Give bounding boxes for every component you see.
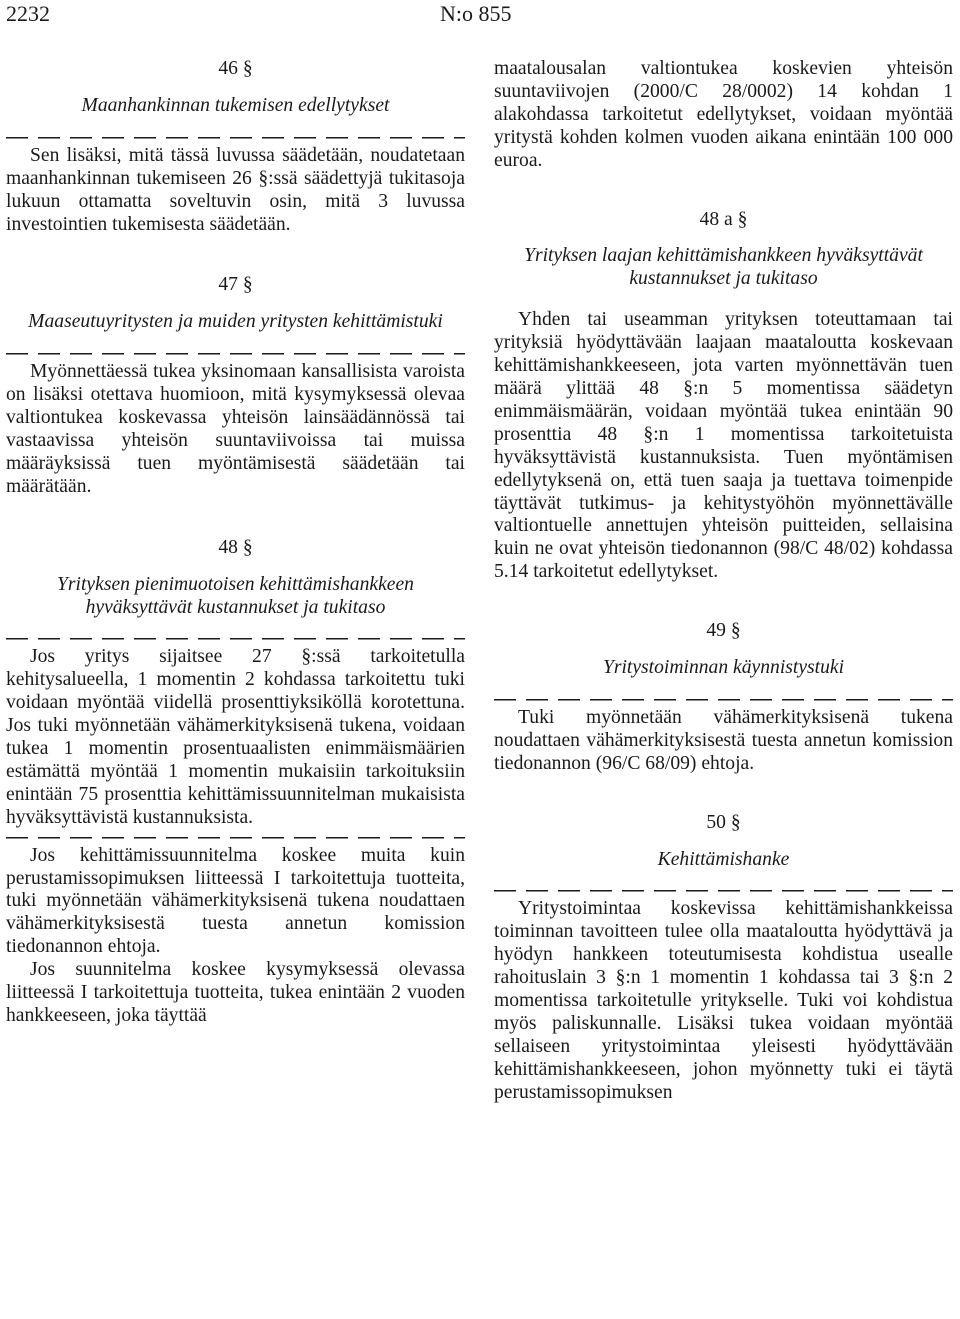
section-number: 49 § — [706, 620, 741, 642]
section-number: 50 § — [706, 811, 741, 833]
section-paragraph: Jos yritys sijaitsee 27 §:ssä tarkoitetulla kehitysalueella, 1 momentin 2 kohdassa tarkoitettu tuki voidaan myöntää viidellä prosenttiyksiköllä korotettuna. Jos tuki myönnetään vähämerkityksisenä tukena, voidaan tukea 1 momentin prosentuaalisten enimmäismäärien estämättä myöntää 1 momentin mukaisiin tarkoituksiin enintään 75 prosenttia kehittämissuunnitelman mukaisista hyväksyttävistä kustannuksista. — [6, 646, 465, 828]
section-title: Yritystoiminnan käynnistystuki — [602, 657, 845, 679]
issue-number: N:o 855 — [440, 1, 512, 26]
section-49 — [494, 620, 953, 776]
section-48a — [494, 209, 953, 585]
left-column — [6, 58, 465, 1028]
section-paragraph: Myönnettäessä tukea yksinomaan kansallisista varoista on lisäksi otettava huomioon, mitä kysymyksessä olevaa valtiontukea koskevassa yhteisön lainsäädännössä tai vastaavissa yhteisön suuntaviivoissa tai muissa määräyksissä tuen myöntämisestä säädetään tai määrätään. — [6, 361, 465, 497]
omission-dashes — [6, 836, 465, 839]
section-title: Kehittämishanke — [657, 848, 790, 870]
section-47 — [6, 274, 465, 498]
section-paragraph: Sen lisäksi, mitä tässä luvussa säädetään, noudatetaan maanhankinnan tukemiseen 26 §:ssä säädettyjä tukitasoja lukuun ottamatta soveltuvin osin, mitä 3 luvussa investointien tukemisesta säädetään. — [6, 144, 465, 235]
omission-dashes — [6, 352, 465, 355]
omission-dashes — [6, 136, 465, 139]
section-number: 46 § — [218, 58, 253, 79]
section-number: 48 a § — [699, 208, 748, 230]
section-title: Yrityksen laajan kehittämishankkeen hyväksyttävät kustannukset ja tukitaso — [524, 245, 923, 290]
section-paragraph: Yhden tai useamman yrityksen toteuttamaan tai yrityksiä hyödyttävään laajaan maataloutta koskevaan kehittämishankkeeseen, jota varten myönnettävän tuen määrä ylittää 48 §:n 5 momentissa säädetyn enimmäismäärän, voidaan myöntää tukea enintään 90 prosenttia 48 §:n 1 momentissa tarkoitetuista hyväksyttävistä kustannuksista. Tuen myöntämisen edellytyksenä on, että tuen saaja ja tuettava toimenpide täyttävät tutkimus- ja kehitystyöhön myönnettävälle valtiontuelle annettujen yhteisön puitteiden, sellaisina kuin ne ovat yhteisön tiedonannon (98/C 48/02) kohdassa 5.14 tarkoitetut edellytykset. — [494, 309, 953, 583]
section-title: Yrityksen pienimuotoisen kehittämishankkeen hyväksyttävät kustannukset ja tukitaso — [57, 573, 414, 618]
section-paragraph: Jos suunnitelma koskee kysymyksessä olevassa liitteessä I tarkoitettuja tuotteita, tukea enintään 2 vuoden hankkeeseen, joka täyttää — [6, 959, 465, 1026]
right-column — [494, 58, 953, 1105]
section-number: 47 § — [218, 274, 253, 296]
page-number: 2232 — [6, 1, 50, 26]
section-title: Maanhankinnan tukemisen edellytykset — [81, 94, 390, 116]
section-paragraph: Tuki myönnetään vähämerkityksisenä tukena noudattaen vähämerkityksisestä tuesta annetun komission tiedonannon (96/C 68/09) ehtoja. — [494, 706, 953, 774]
omission-dashes — [6, 637, 465, 640]
section-number: 48 § — [218, 536, 253, 558]
section-48 — [6, 537, 465, 1028]
omission-dashes — [494, 889, 953, 892]
section-paragraph: Jos kehittämissuunnitelma koskee muita kuin perustamissopimuksen liitteessä I tarkoitettuja tuotteita, tuki myönnetään vähämerkityksisenä tukena noudattaen vähämerkityksisestä tuesta annetun komission tiedonannon ehtoja. — [6, 844, 465, 958]
page-header — [0, 0, 960, 32]
continued-paragraph: maatalousalan valtiontukea koskevien yhteisön suuntaviivojen (2000/C 28/0002) 14 kohdan 1 alakohdassa tarkoitetut edellytykset, voidaan myöntää yritystä kohden kolmen vuoden aikana enintään 100 000 euroa. — [494, 58, 953, 171]
section-paragraph: Yritystoimintaa koskevissa kehittämishankkeissa toiminnan tavoitteen tulee olla maataloutta hyödyttävä ja hyödyn hankkeen toteutumisesta kohdistua usealle rahoituslain 3 §:n 1 momentin 1 kohdassa tai 3 §:n 2 momentissa tarkoitetulle yritykselle. Tuki voi kohdistua myös paliskunnalle. Lisäksi tukea voidaan myöntää sellaiseen yritystoimintaa yleisesti hyödyttävään kehittämishankkeeseen, johon myönnetty tuki ei täytä perustamissopimuksen — [494, 898, 953, 1103]
section-title: Maaseutuyritysten ja muiden yritysten kehittämistuki — [28, 311, 443, 333]
omission-dashes — [494, 698, 953, 701]
section-50 — [494, 812, 953, 1105]
section-46 — [6, 58, 465, 236]
